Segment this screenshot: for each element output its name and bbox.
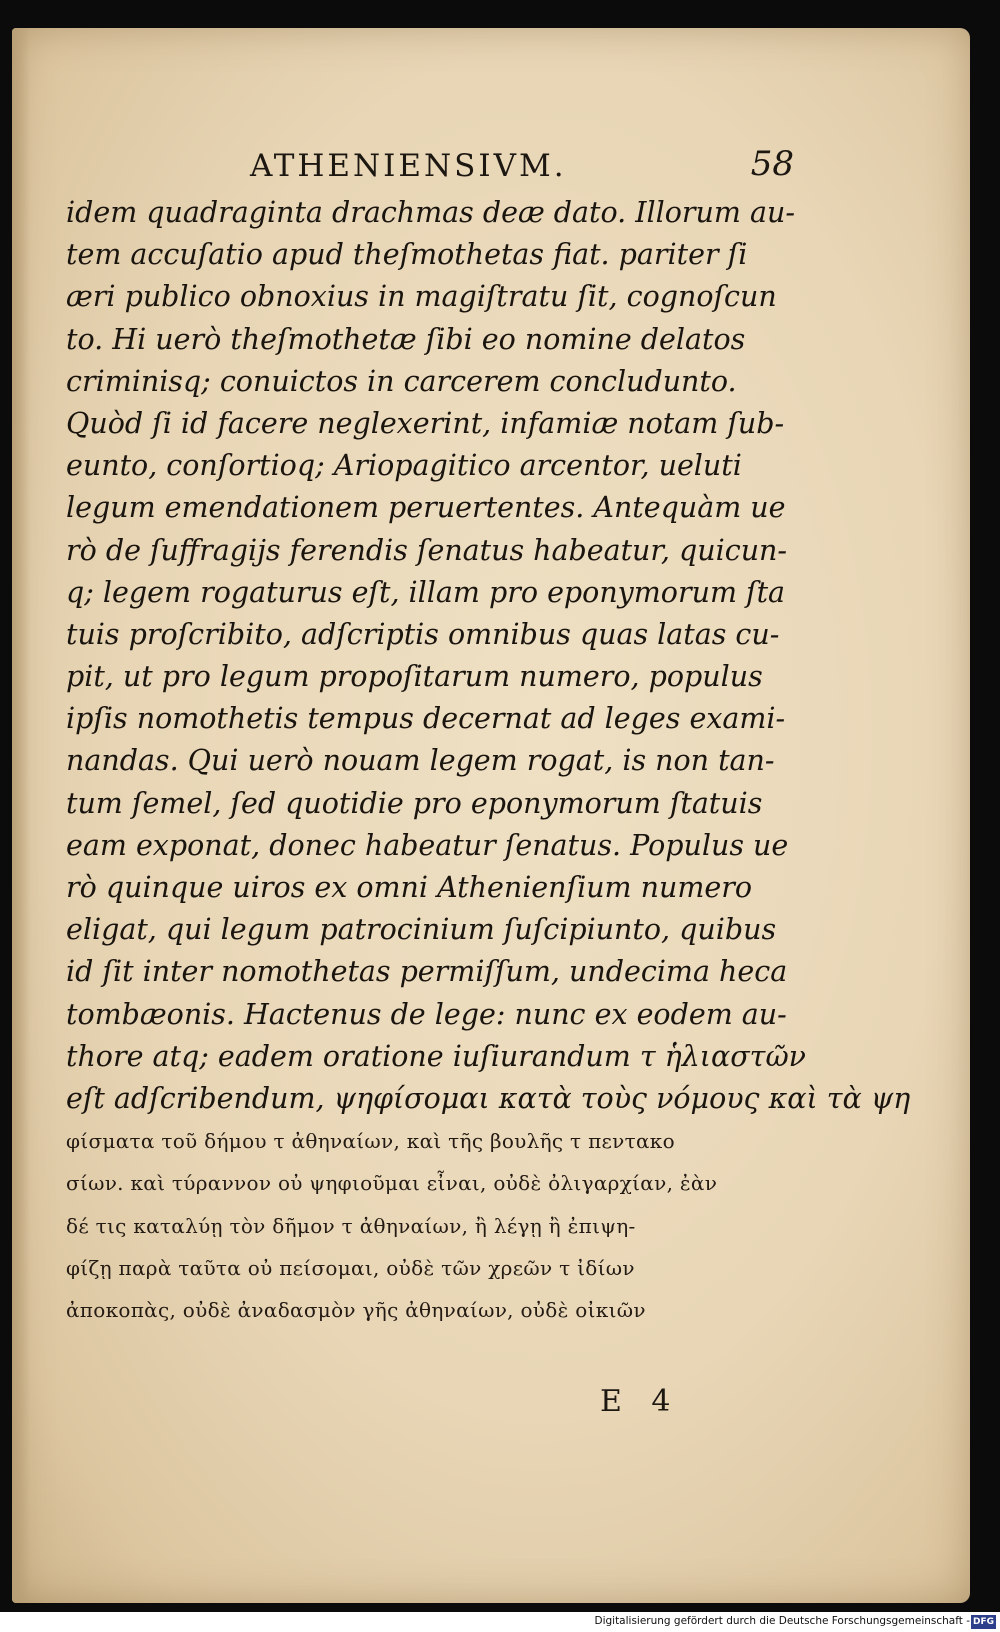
text-line: rò de ſuffragijs ferendis ſenatus habeatur, quicun- [66,533,788,567]
text-line: tem accuſatio apud theſmothetas fiat. pariter ſi [66,238,748,272]
greek-text-line: φίζῃ παρὰ ταῦτα οὐ πείσομαι, οὐδὲ τῶν χρεῶν τ ἰδίων [66,1255,635,1280]
text-line: id ſit inter nomothetas permiſſum, undecima heca [66,955,788,989]
text-line: æri publico obnoxius in magiſtratu ſit, cognoſcun [66,280,777,314]
text-line: ipſis nomothetis tempus decernat ad leges exami- [66,702,786,736]
text-line: eunto, conſortioq; Ariopagitico arcentor, ueluti [66,449,742,483]
text-line: q; legem rogaturus eſt, illam pro eponymorum ſta [66,575,786,609]
text-line: criminisq; conuictos in carcerem concludunto. [66,364,737,398]
greek-text-line: δέ τις καταλύῃ τὸν δῆμον τ ἀθηναίων, ἢ λέγῃ ἢ ἐπιψη- [66,1213,636,1238]
signature-mark: E 4 [600,1384,671,1419]
text-line: eligat, qui legum patrocinium ſuſcipiunto, quibus [66,913,777,947]
text-line: pit, ut pro legum propoſitarum numero, populus [66,660,763,694]
text-line: eam exponat, donec habeatur ſenatus. Populus ue [66,828,789,862]
text-line: legum emendationem peruertentes. Antequàm ue [66,491,786,525]
page-gutter-shadow [12,28,30,1603]
body-text [66,192,911,1331]
text-line: to. Hi uerò theſmothetæ ſibi eo nomine delatos [66,322,746,356]
greek-text-line: ἀποκοπὰς, οὐδὲ ἀναδασμὸν γῆς ἀθηναίων, οὐδὲ οἰκιῶν [66,1297,646,1322]
text-line: nandas. Qui uerò nouam legem rogat, is non tan- [66,744,775,778]
funding-credit: Digitalisierung gefördert durch die Deutsche Forschungsgemeinschaft - [594,1615,970,1627]
greek-text-line: φίσματα τοῦ δήμου τ ἀθηναίων, καὶ τῆς βουλῆς τ πεντακο [66,1129,675,1154]
digitization-footer [0,1612,1000,1632]
text-line: eſt adſcribendum, ψηφίσομαι κατὰ τοὺς νόμους καὶ τὰ ψη [66,1081,911,1115]
greek-text-line: σίων. καὶ τύραννον οὐ ψηφιοῦμαι εἶναι, οὐδὲ ὀλιγαρχίαν, ἐὰν [66,1171,718,1196]
running-title: ATHENIENSIVM. [250,148,567,184]
text-line: idem quadraginta drachmas deæ dato. Illorum au- [66,196,795,229]
text-line: thore atq; eadem oratione iuſiurandum τ ἡλιαστῶν [66,1039,807,1073]
page-number: 58 [750,144,794,184]
text-line: tum ſemel, ſed quotidie pro eponymorum ſtatuis [66,786,763,820]
dfg-logo: DFG [972,1617,994,1627]
running-head [250,142,810,192]
text-line: tuis proſcribito, adſcriptis omnibus quas latas cu- [66,617,780,651]
text-line: Quòd ſi id facere neglexerint, infamiæ notam ſub- [66,406,785,440]
text-line: tombæonis. Hactenus de lege: nunc ex eodem au- [66,997,787,1031]
text-line: rò quinque uiros ex omni Athenienſium numero [66,871,753,904]
